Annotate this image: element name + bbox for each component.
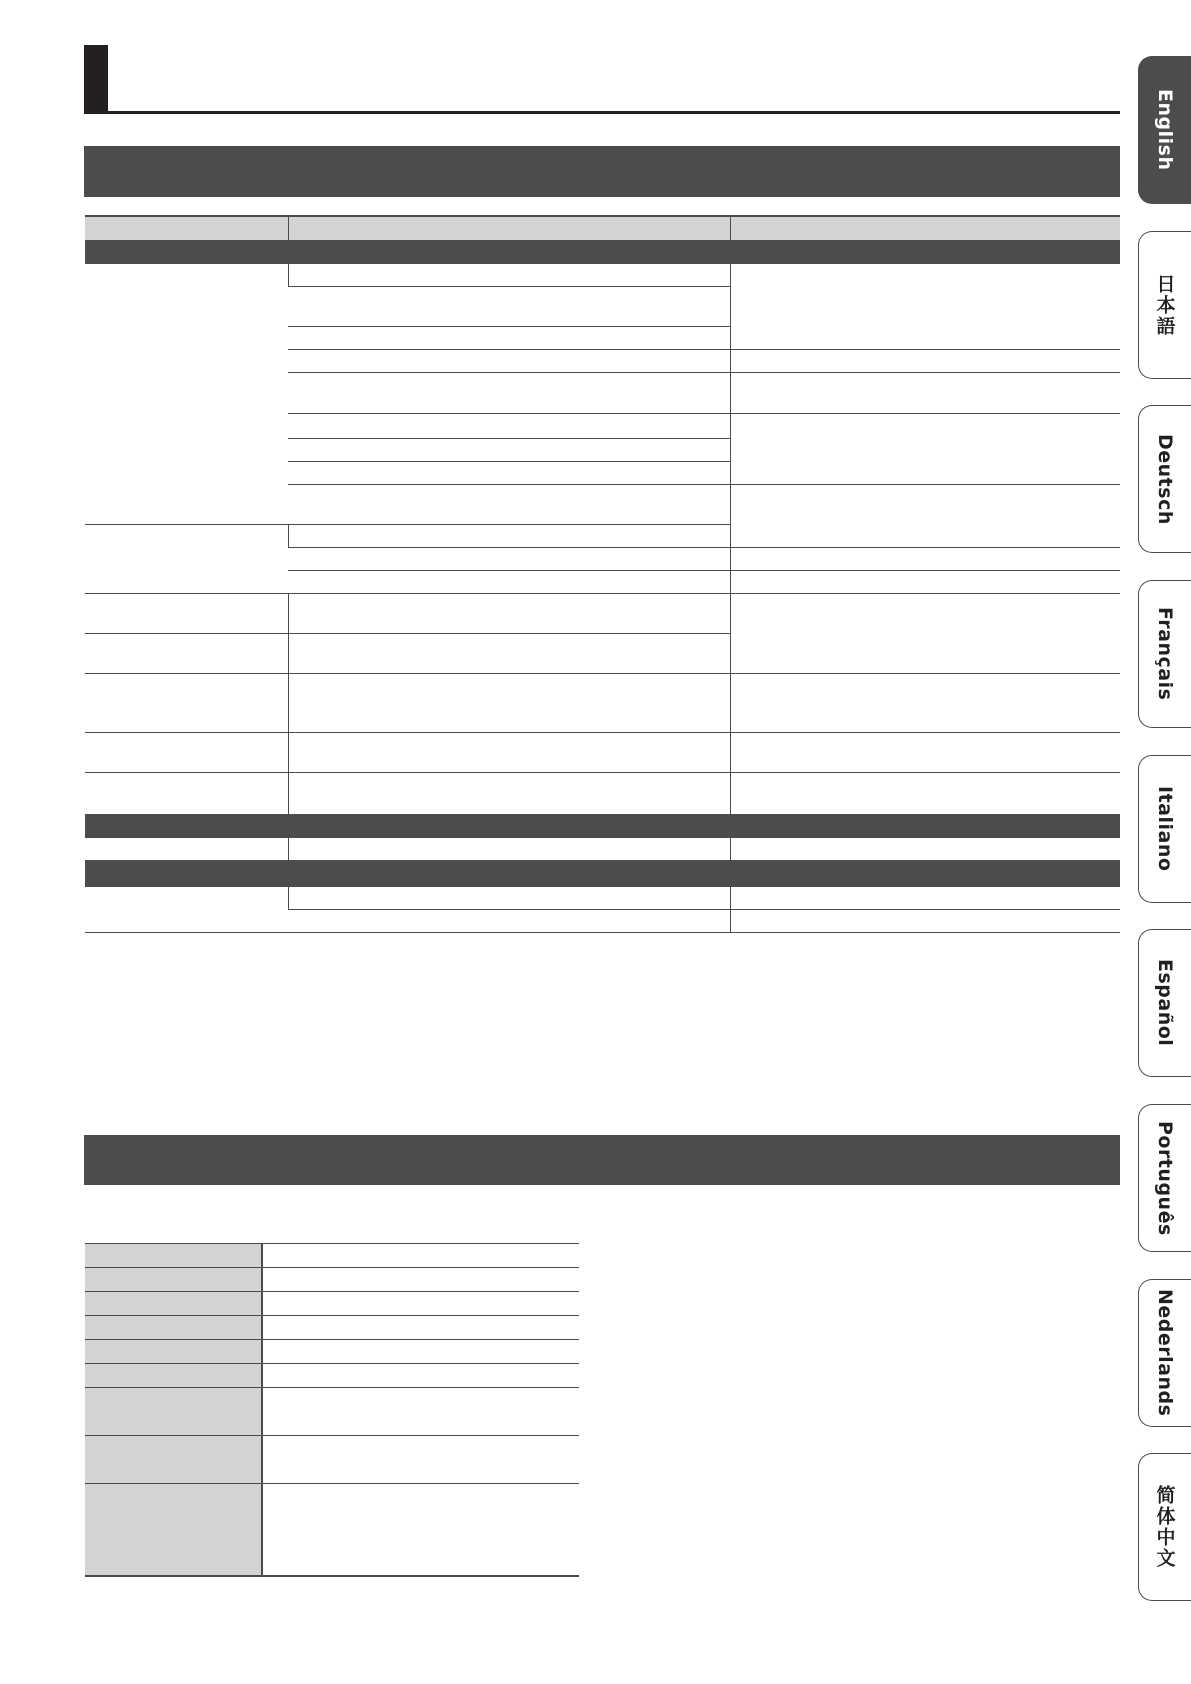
- label-cell: [85, 1364, 262, 1388]
- table-cell: [730, 373, 1120, 414]
- label-cell: [85, 1388, 262, 1436]
- table-cell: [730, 414, 1120, 485]
- table-cell: [288, 773, 730, 815]
- table-row: [85, 838, 1120, 861]
- table-cell: [730, 773, 1120, 815]
- label-cell: [85, 1340, 262, 1364]
- table-cell: [730, 485, 1120, 548]
- small-spec-table: [85, 1243, 579, 1577]
- table-row: [85, 1244, 579, 1268]
- table-row: [85, 1388, 579, 1436]
- table-cell: [85, 733, 288, 773]
- table-cell: [730, 571, 1120, 594]
- table-cell: [730, 887, 1120, 910]
- label-cell: [85, 1268, 262, 1292]
- tab-chinese[interactable]: [1138, 1453, 1191, 1601]
- table-cell: [288, 264, 730, 287]
- table-cell: [288, 485, 730, 525]
- tab-espanol[interactable]: [1138, 929, 1191, 1077]
- group-header-cell: [85, 241, 1120, 264]
- group-header-cell: [85, 861, 1120, 887]
- table-cell: [288, 373, 730, 414]
- table-cell: [288, 327, 730, 350]
- table-row: [85, 674, 1120, 733]
- label-cell: [85, 1436, 262, 1484]
- table-header-cell: [730, 216, 1120, 241]
- tab-label: Italiano: [1154, 786, 1176, 872]
- table-cell: [288, 887, 730, 910]
- label-cell: [85, 1244, 262, 1268]
- table-row: [85, 887, 1120, 910]
- tab-english[interactable]: [1138, 56, 1191, 204]
- table-cell: [730, 594, 1120, 674]
- table-row: [85, 1292, 579, 1316]
- table-cell: [288, 594, 730, 634]
- value-cell: [262, 1388, 579, 1436]
- page-title-rule: [84, 111, 1120, 114]
- value-cell: [262, 1316, 579, 1340]
- table-group-row: [85, 861, 1120, 887]
- tab-label: 简体中文: [1153, 1485, 1176, 1569]
- table-cell: [85, 674, 288, 733]
- table-cell: [85, 594, 288, 634]
- tab-label: Nederlands: [1154, 1289, 1176, 1417]
- value-cell: [262, 1244, 579, 1268]
- table-cell: [85, 838, 288, 861]
- table-cell: [288, 462, 730, 485]
- value-cell: [262, 1436, 579, 1484]
- table-cell: [85, 264, 288, 525]
- table-row: [85, 1268, 579, 1292]
- table-header-row: [85, 216, 1120, 241]
- tab-label: 日本語: [1153, 273, 1176, 337]
- table-header-cell: [85, 216, 288, 241]
- table-row: [85, 1316, 579, 1340]
- tab-label: English: [1154, 89, 1176, 171]
- table-group-row: [85, 815, 1120, 838]
- section-header-bar-1: [84, 146, 1120, 197]
- table-cell: [288, 733, 730, 773]
- tab-portugues[interactable]: [1138, 1104, 1191, 1252]
- table-cell: [730, 910, 1120, 933]
- table-cell: [730, 733, 1120, 773]
- label-cell: [85, 1316, 262, 1340]
- table-cell: [288, 525, 730, 548]
- table-row: [85, 594, 1120, 634]
- table-row: [85, 1364, 579, 1388]
- table-cell: [288, 838, 730, 861]
- table-cell: [288, 350, 730, 373]
- group-header-cell: [85, 815, 1120, 838]
- table-cell: [85, 634, 288, 674]
- table-cell: [288, 439, 730, 462]
- tab-japanese[interactable]: [1138, 231, 1191, 379]
- table-cell: [288, 414, 730, 439]
- tab-deutsch[interactable]: [1138, 405, 1191, 553]
- table-cell: [288, 287, 730, 327]
- table-cell: [288, 910, 730, 933]
- table-cell: [730, 548, 1120, 571]
- value-cell: [262, 1292, 579, 1316]
- tab-nederlands[interactable]: [1138, 1279, 1191, 1427]
- table-cell: [730, 350, 1120, 373]
- label-cell: [85, 1292, 262, 1316]
- tab-label: Español: [1154, 959, 1176, 1047]
- tab-italiano[interactable]: [1138, 755, 1191, 903]
- spec-table: [85, 215, 1120, 933]
- tab-label: Deutsch: [1154, 433, 1176, 525]
- table-row: [85, 264, 1120, 287]
- table-header-cell: [288, 216, 730, 241]
- table-cell: [288, 571, 730, 594]
- table-cell: [288, 634, 730, 674]
- table-row: [85, 733, 1120, 773]
- tab-label: Português: [1154, 1120, 1176, 1236]
- section-header-bar-2: [84, 1135, 1120, 1185]
- value-cell: [262, 1484, 579, 1576]
- label-cell: [85, 1484, 262, 1576]
- table-row: [85, 1340, 579, 1364]
- table-row: [85, 773, 1120, 815]
- table-cell: [85, 773, 288, 815]
- value-cell: [262, 1268, 579, 1292]
- table-cell: [730, 674, 1120, 733]
- tab-francais[interactable]: [1138, 580, 1191, 728]
- table-cell: [288, 674, 730, 733]
- table-cell: [85, 887, 288, 933]
- table-row: [85, 1436, 579, 1484]
- table-cell: [288, 548, 730, 571]
- value-cell: [262, 1340, 579, 1364]
- table-cell: [85, 525, 288, 594]
- page-title-mark: [84, 45, 108, 111]
- table-cell: [730, 838, 1120, 861]
- table-row: [85, 1484, 579, 1576]
- table-cell: [730, 264, 1120, 350]
- table-group-row: [85, 241, 1120, 264]
- tab-label: Français: [1154, 607, 1176, 701]
- value-cell: [262, 1364, 579, 1388]
